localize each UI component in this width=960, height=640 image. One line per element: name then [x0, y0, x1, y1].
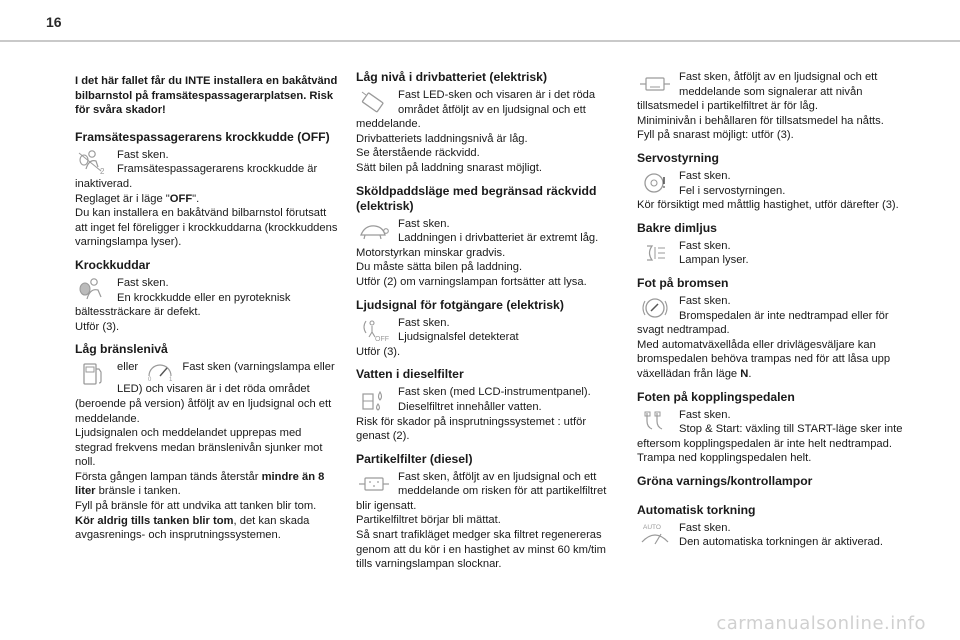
section-title: Vatten i dieselfilter: [356, 367, 464, 382]
section-title: Sköldpaddsläge med begränsad räckvidd (elektrisk): [356, 183, 597, 213]
entry-text: Fast sken. En krockkudde eller en pyroteknisk bältessträckare är defekt. Utför (3).: [75, 276, 291, 333]
svg-text:2: 2: [100, 166, 105, 175]
section-additive-level: [637, 70, 903, 143]
rear-fog-light-icon: [637, 240, 673, 266]
section-title: Låg nivå i drivbatteriet (elektrisk): [356, 70, 548, 84]
particle-filter-icon: [356, 471, 392, 497]
battery-low-icon: [356, 89, 392, 115]
section-rear-fog: [637, 221, 903, 268]
page-number: 16: [46, 14, 62, 30]
section-auto-wiper: [637, 503, 903, 550]
power-steering-icon: [637, 170, 673, 196]
fuel-pump-icon: [75, 361, 111, 387]
section-title: Bakre dimljus: [637, 220, 717, 235]
svg-text:1: 1: [169, 377, 173, 383]
entry-text: Fast sken, åtföljt av en ljudsignal och ett meddelande om risken för att partikelfiltret blir igensatt. Partikelfiltret börjar bli mättat. Så snart trafikläget medger ska filtret regenereras genom att du kör i en hastighet av minst 60 km/tim tills varningslampan slocknar.: [356, 470, 607, 571]
entry-text: Fast LED-sken och visaren är i det röda området åtföljt av en ljudsignal och ett meddelande. Drivbatteriets laddningsnivå är låg. Se återstående räckvidd. Sätt bilen på laddning snarast möjligt.: [356, 89, 596, 174]
section-title: Fot på bromsen: [637, 275, 729, 290]
section-title: Automatisk torkning: [637, 502, 756, 517]
section-foot-on-brake: [637, 276, 903, 382]
section-turtle-mode: [356, 184, 622, 290]
section-foot-on-clutch: [637, 390, 903, 466]
section-particle-filter: [356, 452, 622, 572]
column-3: [637, 70, 903, 558]
entry-text: Fast sken. Ljudsignalsfel detekterat Utför (3).: [356, 316, 519, 358]
section-title: Låg bränslenivå: [75, 342, 168, 357]
warning-text: I det här fallet får du INTE installera en bakåtvänd bilbarnstol på framsätespassagerarplatsen. Risk för svåra skador!: [75, 75, 338, 117]
column-2: [356, 70, 622, 580]
green-lamps-heading: Gröna varnings/kontrollampor: [637, 473, 813, 488]
svg-text:AUTO: AUTO: [643, 523, 661, 531]
section-power-steering: [637, 151, 903, 213]
particle-filter-icon: [637, 71, 673, 97]
entry-text: Fast sken. Den automatiska torkningen är aktiverad.: [679, 521, 883, 549]
entry-text: eller 0 1 Fast sken (varningslampa eller LED) och visaren är i det röda området (beroende på version) åtföljt av en ljudsignal och ett meddelande. Ljudsignalen och meddelandet upprepas med stegrad frekvens medan bränslenivån sjunker mot noll. Första gången lampan tänds återstår mindre än 8 liter bränsle i tanken. Fyll på bränsle för att undvika att tanken blir tom. Kör aldrig tills tanken blir tom, det kan skada avgasrenings- och insprutningssystemen.: [75, 361, 335, 542]
section-title: Framsätespassagerarens krockkudde (OFF): [75, 129, 330, 144]
brake-pedal-icon: [637, 295, 673, 321]
section-title: Servostyrning: [637, 150, 719, 165]
entry-text: Fast sken. Bromspedalen är inte nedtrampad eller för svagt nedtrampad. Med automatväxellåda eller drivlägesväljare kan bromspedalen behöva trampas ned för att låsa upp växellädan från läge N.: [637, 294, 891, 380]
entry-text: Fast sken. Framsätespassagerarens krockkudde är inaktiverad. Reglaget är i läge "OFF". Du kan installera en bakåtvänd bilbarnstol förutsatt att inget fel föreligger i krockkuddarna (krockkuddens varningslampa lyser).: [75, 148, 338, 249]
section-airbags: [75, 258, 341, 334]
fuel-gauge-icon: [145, 360, 175, 382]
auto-wiper-icon: [637, 522, 673, 548]
entry-text: Fast sken. Laddningen i drivbatteriet är extremt låg. Motorstyrkan minskar gradvis. Du måste sätta bilen på laddning. Utför (2) om varningslampan fortsätter att lysa.: [356, 217, 599, 288]
or-word: eller: [117, 361, 139, 374]
water-in-diesel-icon: [356, 386, 392, 412]
entry-text: Fast sken. Fel i servostyrningen. Kör försiktigt med måttlig hastighet, utför därefter (3).: [637, 169, 899, 212]
column-1: [75, 70, 341, 551]
section-title: Partikelfilter (diesel): [356, 451, 473, 466]
pedestrian-sound-off-icon: [356, 317, 392, 343]
section-title: Ljudsignal för fotgängare (elektrisk): [356, 297, 564, 312]
section-title: Krockkuddar: [75, 257, 151, 272]
section-water-in-diesel: [356, 367, 622, 443]
svg-text:OFF: OFF: [375, 335, 389, 343]
section-passenger-airbag-off: [75, 130, 341, 250]
section-pedestrian-sound: [356, 298, 622, 360]
svg-text:0: 0: [148, 377, 152, 383]
airbag-icon: [75, 277, 111, 303]
turtle-mode-icon: [356, 218, 392, 244]
entry-text: Fast sken, åtföljt av en ljudsignal och ett meddelande som signalerar att nivån tillsatsmedel i partikelfiltret är för låg. Miniminivån i behållaren för tillsatsmedel ha nåtts. Fyll på snarast möjligt: utför (3).: [637, 71, 884, 142]
clutch-pedal-icon: [637, 409, 673, 435]
entry-text: Fast sken (med LCD-instrumentpanel). Dieselfiltret innehåller vatten. Risk för skador på insprutningssystemet : utför genast (2).: [356, 386, 591, 443]
airbag-off-icon: [75, 149, 111, 175]
entry-text: Fast sken. Lampan lyser.: [679, 239, 749, 267]
page-header: [0, 0, 960, 38]
header-divider: [0, 40, 960, 42]
section-low-traction-battery: [356, 70, 622, 176]
entry-text: Fast sken. Stop & Start: växling till START-läge sker inte eftersom kopplingspedalen är inte helt nedtrampad. Trampa ned kopplingspedalen helt.: [637, 408, 903, 465]
section-low-fuel: [75, 342, 341, 543]
watermark: carmanualsonline.info: [716, 613, 926, 634]
section-title: Foten på kopplingspedalen: [637, 389, 795, 404]
